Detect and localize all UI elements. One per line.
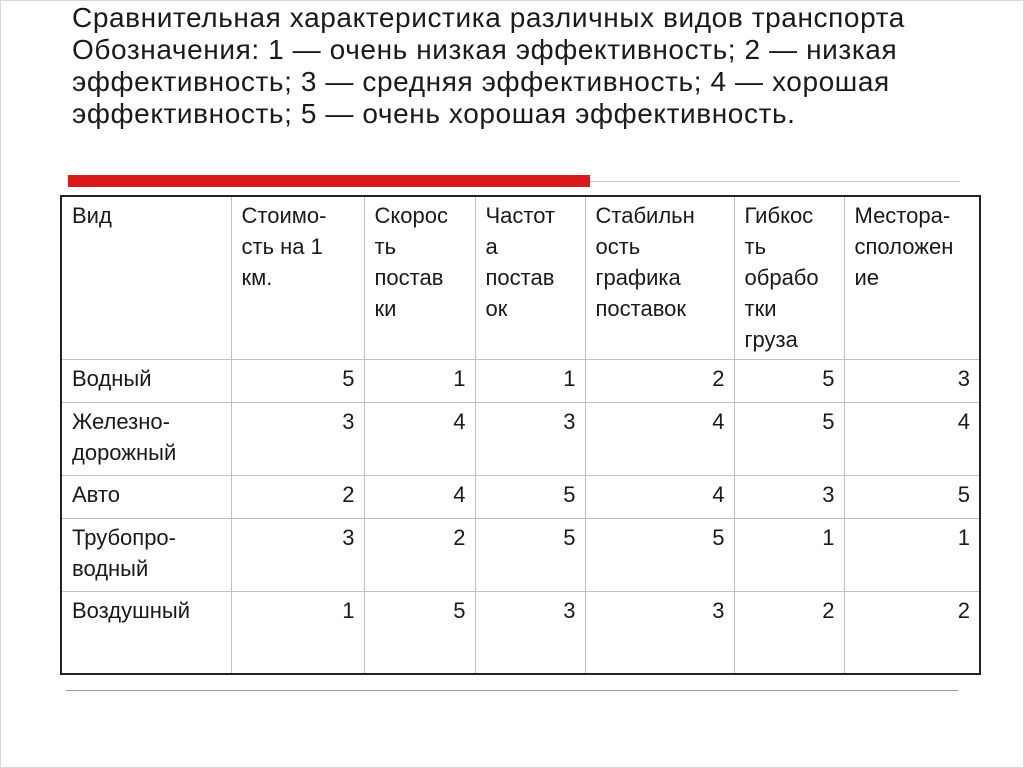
- title-accent-bar: [68, 175, 590, 187]
- column-header-speed: Скорос ть постав ки: [364, 196, 475, 360]
- cell-speed: 1: [364, 360, 475, 403]
- cell-flexibility: 5: [734, 360, 844, 403]
- column-header-frequency: Частот а постав ок: [475, 196, 585, 360]
- cell-flexibility: 5: [734, 402, 844, 475]
- cell-location: 4: [844, 402, 980, 475]
- table-row: [61, 519, 980, 592]
- cell-stability: 2: [585, 360, 734, 403]
- cell-frequency: 3: [475, 592, 585, 674]
- table-row: [61, 592, 980, 674]
- transport-comparison-table: [60, 195, 981, 675]
- cell-frequency: 1: [475, 360, 585, 403]
- column-header-type: Вид: [61, 196, 231, 360]
- column-header-flexibility: Гибкос ть обрабо тки груза: [734, 196, 844, 360]
- row-transport-name: Трубопро- водный: [61, 519, 231, 592]
- cell-frequency: 5: [475, 476, 585, 519]
- cell-frequency: 5: [475, 519, 585, 592]
- cell-cost: 3: [231, 519, 364, 592]
- row-transport-name: Водный: [61, 360, 231, 403]
- table-row: [61, 360, 980, 403]
- cell-flexibility: 1: [734, 519, 844, 592]
- table-header-row: [61, 196, 980, 360]
- column-header-stability: Стабильн ость графика поставок: [585, 196, 734, 360]
- cell-location: 3: [844, 360, 980, 403]
- cell-stability: 4: [585, 402, 734, 475]
- cell-location: 5: [844, 476, 980, 519]
- footer-divider-line: [66, 690, 958, 691]
- row-transport-name: Воздушный: [61, 592, 231, 674]
- slide-title: Сравнительная характеристика различных видов транспорта Обозначения: 1 — очень низкая эффективность; 2 — низкая эффективность; 3 — средняя эффективность; 4 — хорошая эффективность; 5 — очень хорошая эффективность.: [72, 2, 905, 129]
- row-transport-name: Авто: [61, 476, 231, 519]
- column-header-cost: Стоимо- сть на 1 км.: [231, 196, 364, 360]
- cell-location: 1: [844, 519, 980, 592]
- cell-speed: 4: [364, 476, 475, 519]
- cell-speed: 4: [364, 402, 475, 475]
- cell-speed: 2: [364, 519, 475, 592]
- cell-flexibility: 3: [734, 476, 844, 519]
- cell-cost: 2: [231, 476, 364, 519]
- cell-flexibility: 2: [734, 592, 844, 674]
- column-header-location: Местора- сположен ие: [844, 196, 980, 360]
- cell-stability: 4: [585, 476, 734, 519]
- cell-cost: 5: [231, 360, 364, 403]
- table-row: [61, 476, 980, 519]
- cell-stability: 3: [585, 592, 734, 674]
- cell-cost: 3: [231, 402, 364, 475]
- cell-cost: 1: [231, 592, 364, 674]
- cell-frequency: 3: [475, 402, 585, 475]
- row-transport-name: Железно- дорожный: [61, 402, 231, 475]
- cell-location: 2: [844, 592, 980, 674]
- cell-stability: 5: [585, 519, 734, 592]
- table-row: [61, 402, 980, 475]
- cell-speed: 5: [364, 592, 475, 674]
